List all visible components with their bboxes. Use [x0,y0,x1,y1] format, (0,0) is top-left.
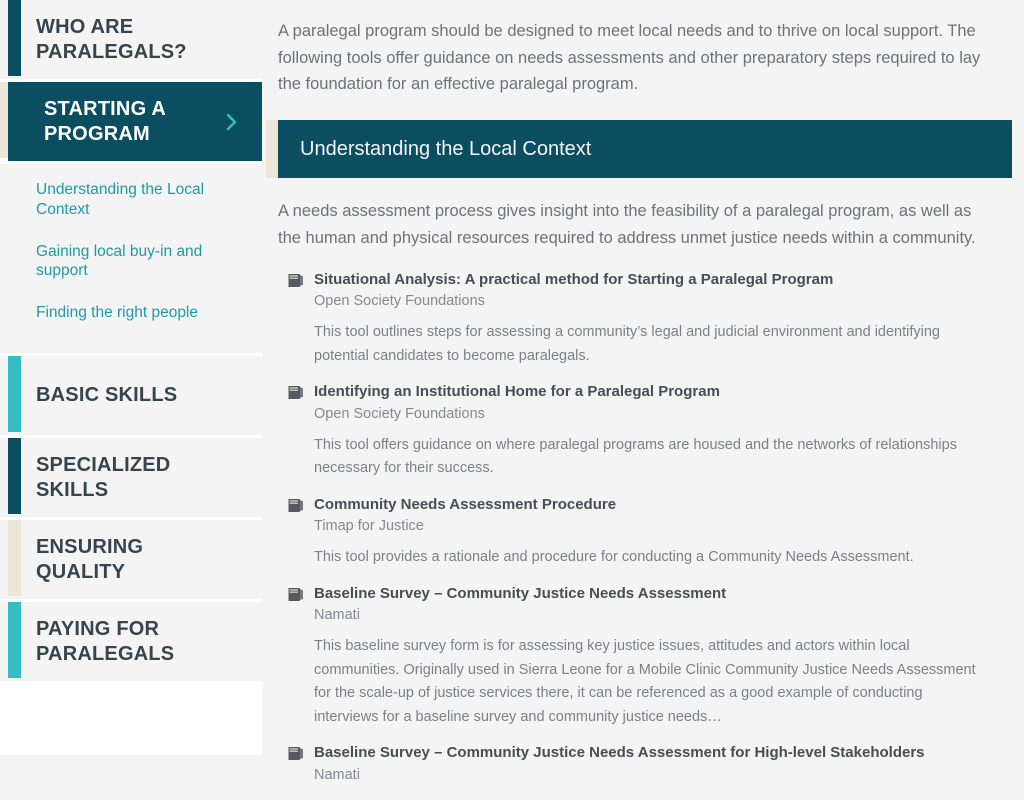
tool-title-link[interactable]: Community Needs Assessment Procedure [314,495,617,513]
tool-source: Timap for Justice [314,518,424,535]
chevron-right-icon [224,111,240,133]
list-item [278,743,1014,800]
sidebar-item-label: BASIC SKILLS [36,384,178,407]
sidebar [0,0,262,755]
tool-source: Namati [314,766,360,783]
tool-description: This baseline survey form is for assessing key justice issues, attitudes and actors within local communities. Originally used in Sierra Leone for a Mobile Clinic Community Justice Needs Assessment for the scale-up of justice services there, it can be referenced as a good example of conducting interviews for a baseline survey and community justice needs… [314,638,976,725]
sidebar-item-label: STARTING A PROGRAM [44,98,166,145]
accent-bar [8,520,21,596]
sidebar-item-label: SPECIALIZED SKILLS [36,454,171,501]
tool-description: This tool provides a rationale and procedure for conducting a Community Needs Assessment. [314,549,914,566]
tool-source: Open Society Foundations [314,293,485,310]
tool-title-link[interactable]: Baseline Survey – Community Justice Needs Assessment for High-level Stakeholders [314,744,925,762]
book-icon [287,587,304,602]
sidebar-subnav [0,164,262,356]
list-item [278,382,1014,494]
book-icon [287,498,304,513]
book-icon [287,385,304,400]
main-content [262,0,1024,783]
accent-bar [8,356,21,432]
tool-title-link[interactable]: Situational Analysis: A practical method for Starting a Paralegal Program [314,270,834,288]
sidebar-item-label: WHO ARE PARALEGALS? [36,16,187,63]
sidebar-item-who-are-paralegals[interactable] [0,0,262,82]
tool-title-link[interactable]: Identifying an Institutional Home for a Paralegal Program [314,383,720,401]
section-title: Understanding the Local Context [300,138,592,161]
sidebar-item-starting-a-program[interactable] [8,82,262,164]
accent-bar [8,438,21,514]
sidebar-item-ensuring-quality[interactable] [0,520,262,602]
sidebar-subitem-understanding-the-local-context[interactable]: Understanding the Local Context [36,181,205,218]
sidebar-subitem-finding-the-right-people[interactable]: Finding the right people [36,304,199,322]
sidebar-item-paying-for-paralegals[interactable] [0,602,262,684]
tool-description: This tool outlines steps for assessing a community’s legal and judicial environment and identifying potential candidates to become paralegals. [314,324,940,364]
sidebar-subitem-gaining-local-buy-in-and-support[interactable]: Gaining local buy-in and support [36,242,203,280]
section-header-accent [266,120,278,178]
tool-description: This tool offers guidance on where paralegal programs are housed and the networks of relationships necessary for their success. [314,436,957,477]
accent-bar [8,0,21,76]
page-intro-text: A paralegal program should be designed to meet local needs and to thrive on local support. The following tools offer guidance on needs assessments and other preparatory steps required to lay the foundation for an effective paralegal program. [278,22,981,94]
section-header [278,120,1012,178]
list-item [278,584,1014,743]
accent-bar [8,602,21,678]
tool-source: Namati [314,607,360,624]
sidebar-item-label: ENSURING QUALITY [36,536,144,583]
tool-title-link[interactable]: Baseline Survey – Community Justice Needs Assessment [314,584,727,602]
list-item [278,495,1014,584]
sidebar-item-label: PAYING FOR PARALEGALS [36,618,175,665]
sidebar-item-specialized-skills[interactable] [0,438,262,520]
accent-bar [0,82,8,158]
tool-list [278,270,1014,800]
list-item [278,270,1014,382]
section-intro-text: A needs assessment process gives insight into the feasibility of a paralegal program, as well as the human and physical resources required to address unmet justice needs within a community. [278,202,976,247]
book-icon [287,273,304,288]
tool-source: Open Society Foundations [314,405,485,422]
sidebar-item-basic-skills[interactable] [0,356,262,438]
book-icon [287,746,304,761]
